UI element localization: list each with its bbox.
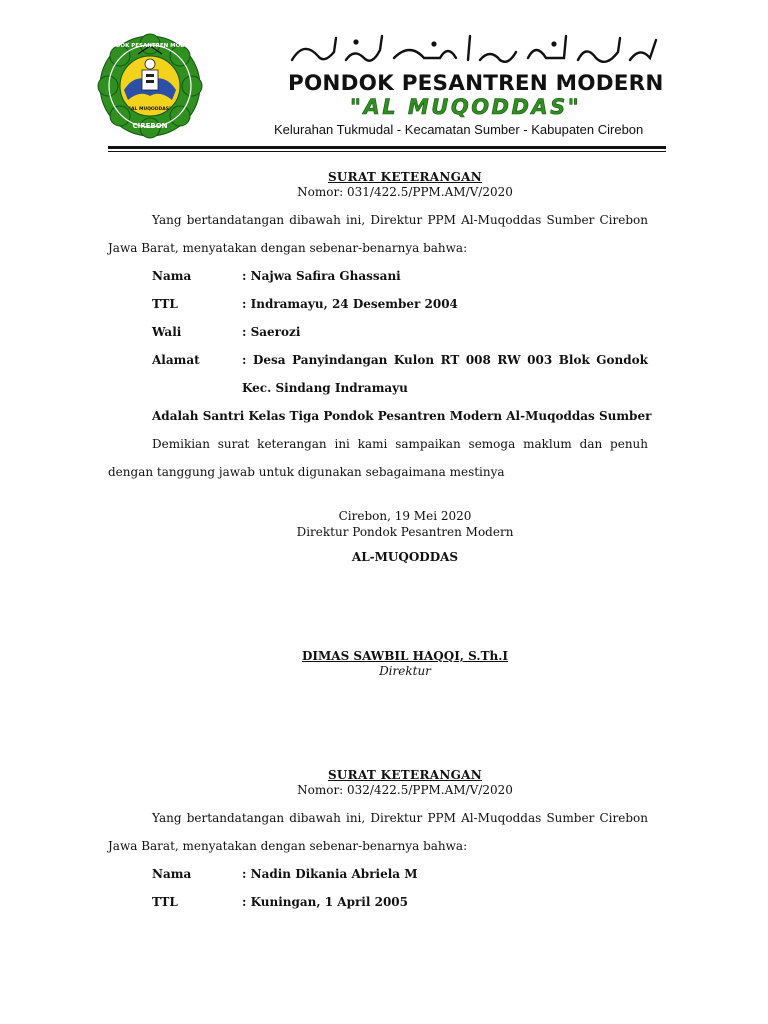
field-label-wali: Wali xyxy=(152,325,182,339)
field-label-ttl: TTL xyxy=(152,895,178,909)
field-value-wali: : Saerozi xyxy=(242,325,301,339)
letter-title: SURAT KETERANGAN xyxy=(327,170,483,184)
letter-number: Nomor: 032/422.5/PPM.AM/V/2020 xyxy=(297,783,513,797)
field-value-alamat: : Desa Panyindangan Kulon RT 008 RW 003 Blok Gondok xyxy=(242,353,648,367)
letter-title: SURAT KETERANGAN xyxy=(327,768,483,782)
closing-line: Demikian surat keterangan ini kami sampaikan semoga maklum dan penuh xyxy=(152,437,648,451)
logo-bottom-text: CIREBON xyxy=(132,122,168,130)
field-label-alamat: Alamat xyxy=(152,353,200,367)
school-name: "AL MUQODDAS" xyxy=(350,95,582,119)
school-type: PONDOK PESANTREN MODERN xyxy=(288,71,664,96)
field-value-ttl: : Kuningan, 1 April 2005 xyxy=(242,895,408,909)
intro-line: Yang bertandatangan dibawah ini, Direktur PPM Al-Muqoddas Sumber Cirebon xyxy=(152,811,648,825)
institution-name: AL-MUQODDAS xyxy=(351,550,459,564)
signer-role: Direktur xyxy=(379,664,431,678)
logo-inner-text: "AL MUQODDAS" xyxy=(128,107,172,112)
signer-title: Direktur Pondok Pesantren Modern xyxy=(296,525,514,539)
letterhead xyxy=(88,24,668,148)
field-value-nama: : Najwa Safira Ghassani xyxy=(242,269,401,283)
field-label-nama: Nama xyxy=(152,269,192,283)
school-logo xyxy=(94,30,206,142)
intro-line: Yang bertandatangan dibawah ini, Direktur PPM Al-Muqoddas Sumber Cirebon xyxy=(152,213,648,227)
place-date: Cirebon, 19 Mei 2020 xyxy=(338,509,472,523)
letterhead-rule xyxy=(108,146,666,149)
signer-name: DIMAS SAWBIL HAQQI, S.Th.I xyxy=(301,649,509,663)
field-value-ttl: : Indramayu, 24 Desember 2004 xyxy=(242,297,458,311)
field-label-nama: Nama xyxy=(152,867,192,881)
intro-line: Jawa Barat, menyatakan dengan sebenar-benarnya bahwa: xyxy=(108,241,468,255)
field-label-ttl: TTL xyxy=(152,297,178,311)
intro-line: Jawa Barat, menyatakan dengan sebenar-benarnya bahwa: xyxy=(108,839,468,853)
field-value-nama: : Nadin Dikania Abriela M xyxy=(242,867,418,881)
field-value-alamat-line2: Kec. Sindang Indramayu xyxy=(242,381,408,395)
letter-number: Nomor: 031/422.5/PPM.AM/V/2020 xyxy=(297,185,513,199)
statement: Adalah Santri Kelas Tiga Pondok Pesantren Modern Al-Muqoddas Sumber xyxy=(152,409,652,423)
logo-ring-text: PONDOK PESANTREN MODERN xyxy=(102,43,198,49)
closing-line: dengan tanggung jawab untuk digunakan sebagaimana mestinya xyxy=(108,465,505,479)
arabic-calligraphy-icon xyxy=(284,30,664,70)
school-address: Kelurahan Tukmudal - Kecamatan Sumber - Kabupaten Cirebon xyxy=(274,122,644,137)
letterhead-rule-thin xyxy=(108,151,666,152)
